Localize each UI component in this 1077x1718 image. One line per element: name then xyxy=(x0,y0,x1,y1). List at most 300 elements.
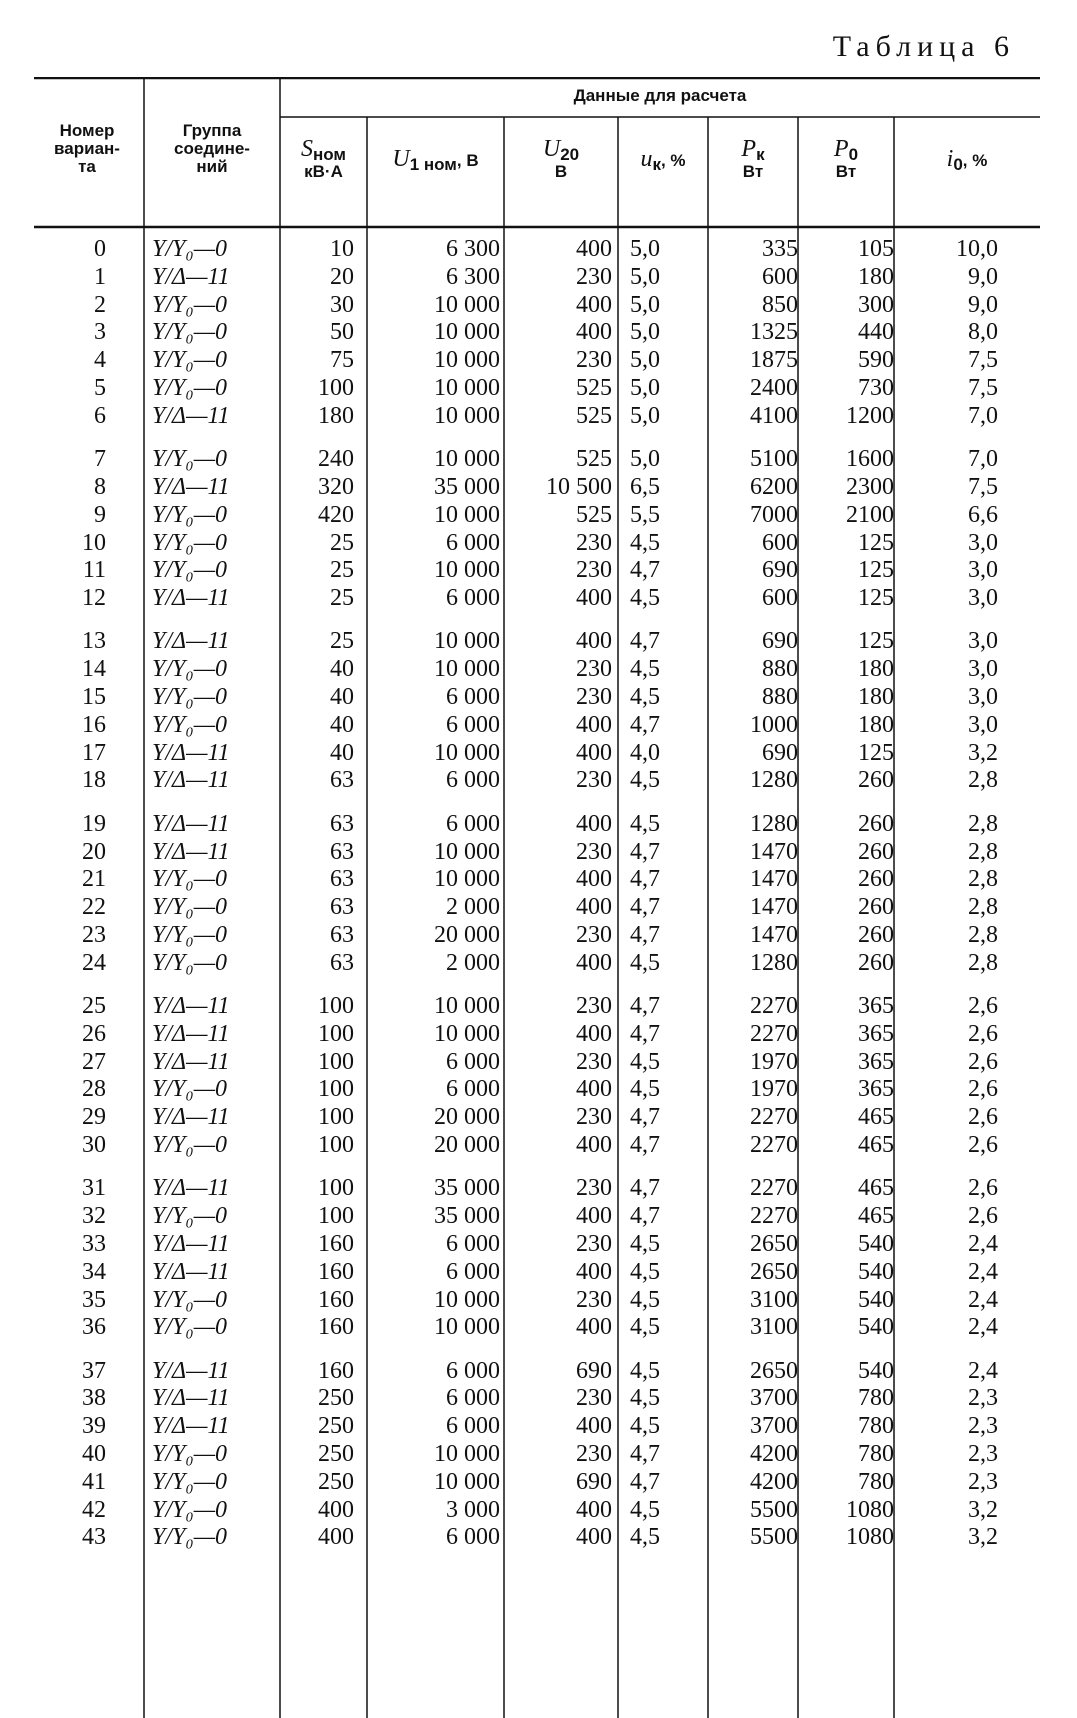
cell-s-nom: 63 xyxy=(330,949,354,976)
cell-s-nom: 100 xyxy=(318,993,354,1019)
cell-s-nom: 40 xyxy=(330,711,354,738)
cell-pk: 690 xyxy=(762,739,798,766)
header-subscript: к xyxy=(652,155,661,175)
cell-i0: 3,0 xyxy=(968,557,998,584)
cell-uk: 4,5 xyxy=(630,949,660,976)
cell-u20: 10 500 xyxy=(546,473,612,500)
cell-pk: 690 xyxy=(762,557,798,584)
cell-uk: 4,5 xyxy=(630,1385,660,1412)
cell-group: Y/Δ—11 xyxy=(152,1104,230,1131)
cell-variant: 36 xyxy=(82,1314,106,1341)
cell-pk: 2650 xyxy=(750,1357,798,1384)
cell-p0: 125 xyxy=(858,529,894,556)
cell-uk: 4,5 xyxy=(630,767,660,794)
cell-u1-nom: 35 000 xyxy=(434,1203,500,1230)
cell-s-nom: 100 xyxy=(318,1132,354,1158)
cell-u20: 400 xyxy=(576,810,612,837)
cell-variant: 10 xyxy=(82,529,106,556)
cell-variant: 41 xyxy=(82,1468,106,1495)
cell-u1-nom: 6 000 xyxy=(446,711,500,738)
cell-u1-nom: 10 000 xyxy=(434,1468,500,1495)
cell-pk: 3700 xyxy=(750,1413,798,1440)
cell-i0: 7,5 xyxy=(968,375,998,401)
cell-p0: 125 xyxy=(858,557,894,584)
cell-u20: 400 xyxy=(576,585,612,612)
table-row xyxy=(34,1258,1040,1286)
cell-p0: 590 xyxy=(858,347,894,374)
cell-u1-nom: 10 000 xyxy=(434,838,500,865)
cell-i0: 8,0 xyxy=(968,319,998,346)
header-unit: кВ·А xyxy=(304,162,343,182)
cell-u20: 230 xyxy=(576,1048,612,1075)
cell-u1-nom: 10 000 xyxy=(434,291,500,318)
cell-uk: 4,5 xyxy=(630,810,660,837)
cell-u1-nom: 6 000 xyxy=(446,1076,500,1103)
cell-variant: 2 xyxy=(94,291,106,318)
cell-group: Y/Δ—11 xyxy=(152,1385,230,1412)
cell-uk: 4,0 xyxy=(630,739,660,766)
cell-p0: 365 xyxy=(858,1076,894,1103)
cell-p0: 465 xyxy=(858,1104,894,1131)
cell-u20: 400 xyxy=(576,1132,612,1158)
cell-s-nom: 180 xyxy=(318,402,354,429)
cell-u20: 230 xyxy=(576,993,612,1019)
cell-u1-nom: 10 000 xyxy=(434,501,500,528)
cell-pk: 1325 xyxy=(750,319,798,346)
cell-group: Y/Y₀—0 xyxy=(152,1132,228,1158)
header-subscript: ном xyxy=(312,145,346,165)
table-row xyxy=(34,473,1040,501)
cell-p0: 260 xyxy=(858,866,894,893)
cell-p0: 125 xyxy=(858,585,894,612)
table-row xyxy=(34,865,1040,893)
cell-uk: 4,5 xyxy=(630,1357,660,1384)
cell-uk: 5,0 xyxy=(630,319,660,346)
cell-u1-nom: 20 000 xyxy=(434,1132,500,1158)
table-row xyxy=(34,402,1040,430)
cell-u1-nom: 6 000 xyxy=(446,684,500,710)
cell-group: Y/Y₀—0 xyxy=(152,894,228,921)
cell-variant: 12 xyxy=(82,585,106,612)
cell-group: Y/Δ—11 xyxy=(152,1175,230,1202)
cell-u20: 230 xyxy=(576,1385,612,1412)
cell-pk: 5500 xyxy=(750,1524,798,1551)
table-row xyxy=(34,683,1040,711)
cell-i0: 2,4 xyxy=(968,1230,998,1257)
cell-s-nom: 250 xyxy=(318,1441,354,1467)
cell-s-nom: 250 xyxy=(318,1468,354,1495)
cell-variant: 30 xyxy=(82,1132,106,1158)
cell-group: Y/Y₀—0 xyxy=(152,529,228,556)
table-row xyxy=(34,1384,1040,1412)
table-row xyxy=(34,1202,1040,1230)
cell-p0: 105 xyxy=(858,236,894,262)
cell-pk: 4200 xyxy=(750,1468,798,1495)
cell-pk: 690 xyxy=(762,628,798,655)
cell-group: Y/Y₀—0 xyxy=(152,1468,228,1495)
cell-uk: 4,7 xyxy=(630,1104,660,1131)
cell-u1-nom: 20 000 xyxy=(434,1104,500,1131)
table-row xyxy=(34,529,1040,557)
cell-p0: 1080 xyxy=(846,1496,894,1523)
table-row xyxy=(34,992,1040,1020)
cell-variant: 15 xyxy=(82,684,106,710)
cell-i0: 3,0 xyxy=(968,585,998,612)
cell-s-nom: 100 xyxy=(318,1104,354,1131)
cell-uk: 4,5 xyxy=(630,1076,660,1103)
cell-u1-nom: 10 000 xyxy=(434,656,500,683)
cell-p0: 180 xyxy=(858,684,894,710)
cell-u1-nom: 6 000 xyxy=(446,810,500,837)
cell-pk: 850 xyxy=(762,291,798,318)
cell-u1-nom: 6 000 xyxy=(446,767,500,794)
cell-group: Y/Δ—11 xyxy=(152,402,230,429)
cell-pk: 600 xyxy=(762,529,798,556)
cell-u1-nom: 35 000 xyxy=(434,473,500,500)
cell-variant: 34 xyxy=(82,1258,106,1285)
cell-group: Y/Y₀—0 xyxy=(152,711,228,738)
cell-variant: 11 xyxy=(82,557,106,584)
cell-pk: 2270 xyxy=(750,1104,798,1131)
header-line: та xyxy=(78,157,96,176)
cell-p0: 540 xyxy=(858,1314,894,1341)
cell-pk: 3100 xyxy=(750,1286,798,1313)
cell-u20: 230 xyxy=(576,263,612,290)
cell-pk: 2650 xyxy=(750,1258,798,1285)
cell-i0: 2,6 xyxy=(968,1020,998,1047)
cell-uk: 5,0 xyxy=(630,291,660,318)
table-row xyxy=(34,1496,1040,1524)
cell-u20: 400 xyxy=(576,1076,612,1103)
cell-group: Y/Y₀—0 xyxy=(152,501,228,528)
cell-group: Y/Δ—11 xyxy=(152,838,230,865)
cell-p0: 125 xyxy=(858,628,894,655)
table-row xyxy=(34,1048,1040,1076)
header-unit: , В xyxy=(456,151,479,170)
cell-u1-nom: 6 300 xyxy=(446,263,500,290)
cell-group: Y/Y₀—0 xyxy=(152,557,228,584)
header-calc-data-title: Данные для расчета xyxy=(573,86,747,105)
cell-i0: 2,6 xyxy=(968,1104,998,1131)
cell-pk: 3100 xyxy=(750,1314,798,1341)
cell-u20: 400 xyxy=(576,949,612,976)
table-row xyxy=(34,921,1040,949)
header-unit: Вт xyxy=(742,162,764,182)
cell-i0: 2,6 xyxy=(968,1132,998,1158)
cell-group: Y/Y₀—0 xyxy=(152,1286,228,1313)
cell-u20: 230 xyxy=(576,557,612,584)
cell-u1-nom: 6 000 xyxy=(446,529,500,556)
header-uk xyxy=(618,147,708,173)
cell-variant: 24 xyxy=(82,949,106,976)
cell-i0: 7,5 xyxy=(968,473,998,500)
header-symbol: P xyxy=(741,136,757,162)
cell-variant: 1 xyxy=(94,263,106,290)
header-line: Группа xyxy=(182,121,242,140)
cell-p0: 125 xyxy=(858,739,894,766)
cell-s-nom: 10 xyxy=(330,236,354,262)
cell-u1-nom: 6 000 xyxy=(446,1413,500,1440)
cell-group: Y/Δ—11 xyxy=(152,1357,230,1384)
cell-u20: 230 xyxy=(576,347,612,374)
cell-s-nom: 100 xyxy=(318,1175,354,1202)
cell-group: Y/Y₀—0 xyxy=(152,291,228,318)
cell-variant: 43 xyxy=(82,1524,106,1551)
cell-p0: 1200 xyxy=(846,402,894,429)
cell-variant: 39 xyxy=(82,1413,106,1440)
cell-u20: 230 xyxy=(576,529,612,556)
cell-s-nom: 40 xyxy=(330,739,354,766)
cell-pk: 1280 xyxy=(750,767,798,794)
cell-variant: 23 xyxy=(82,921,106,948)
cell-s-nom: 30 xyxy=(330,291,354,318)
cell-uk: 5,0 xyxy=(630,402,660,429)
cell-u20: 230 xyxy=(576,684,612,710)
header-line: Номер xyxy=(59,121,115,140)
table-row xyxy=(34,584,1040,612)
cell-u20: 230 xyxy=(576,1441,612,1467)
cell-u20: 400 xyxy=(576,1413,612,1440)
cell-pk: 5100 xyxy=(750,446,798,473)
cell-u1-nom: 6 300 xyxy=(446,236,500,262)
table-row xyxy=(34,346,1040,374)
cell-uk: 4,7 xyxy=(630,557,660,584)
cell-p0: 260 xyxy=(858,894,894,921)
header-symbol: u xyxy=(640,146,653,172)
cell-pk: 1470 xyxy=(750,921,798,948)
cell-u1-nom: 10 000 xyxy=(434,446,500,473)
cell-u1-nom: 10 000 xyxy=(434,993,500,1019)
cell-u20: 230 xyxy=(576,1230,612,1257)
cell-uk: 4,5 xyxy=(630,1048,660,1075)
cell-p0: 260 xyxy=(858,838,894,865)
header-subscript: 0 xyxy=(848,145,859,165)
cell-i0: 2,3 xyxy=(968,1468,998,1495)
header-connection-group xyxy=(146,122,278,176)
cell-group: Y/Y₀—0 xyxy=(152,656,228,683)
cell-pk: 1000 xyxy=(750,711,798,738)
table-row xyxy=(34,1075,1040,1103)
cell-i0: 3,0 xyxy=(968,529,998,556)
cell-variant: 4 xyxy=(94,347,106,374)
cell-s-nom: 160 xyxy=(318,1314,354,1341)
cell-pk: 1875 xyxy=(750,347,798,374)
cell-u20: 230 xyxy=(576,1104,612,1131)
header-subscript: к xyxy=(756,145,765,165)
cell-i0: 9,0 xyxy=(968,263,998,290)
cell-group: Y/Δ—11 xyxy=(152,739,230,766)
cell-s-nom: 160 xyxy=(318,1286,354,1313)
cell-uk: 4,5 xyxy=(630,1496,660,1523)
cell-group: Y/Y₀—0 xyxy=(152,1441,228,1467)
cell-variant: 13 xyxy=(82,628,106,655)
table-row xyxy=(34,1440,1040,1468)
cell-uk: 4,5 xyxy=(630,1314,660,1341)
cell-group: Y/Y₀—0 xyxy=(152,1496,228,1523)
cell-p0: 780 xyxy=(858,1385,894,1412)
cell-uk: 5,0 xyxy=(630,347,660,374)
cell-group: Y/Δ—11 xyxy=(152,1258,230,1285)
cell-pk: 335 xyxy=(762,236,798,262)
cell-pk: 1470 xyxy=(750,838,798,865)
table-row xyxy=(34,291,1040,319)
cell-u1-nom: 3 000 xyxy=(446,1496,500,1523)
header-line: ний xyxy=(196,157,228,176)
table-row xyxy=(34,445,1040,473)
header-symbol: S xyxy=(300,136,313,162)
table-row xyxy=(34,556,1040,584)
cell-i0: 3,2 xyxy=(968,1496,998,1523)
cell-variant: 33 xyxy=(82,1230,106,1257)
cell-i0: 2,8 xyxy=(968,921,998,948)
cell-i0: 2,3 xyxy=(968,1441,998,1467)
cell-u20: 400 xyxy=(576,739,612,766)
cell-p0: 780 xyxy=(858,1413,894,1440)
cell-p0: 730 xyxy=(858,375,894,401)
cell-u1-nom: 6 000 xyxy=(446,1357,500,1384)
header-symbol: U xyxy=(392,146,410,172)
cell-i0: 2,6 xyxy=(968,1076,998,1103)
cell-pk: 1470 xyxy=(750,894,798,921)
cell-u20: 400 xyxy=(576,711,612,738)
cell-s-nom: 250 xyxy=(318,1385,354,1412)
cell-u1-nom: 10 000 xyxy=(434,1286,500,1313)
cell-s-nom: 25 xyxy=(330,557,354,584)
cell-group: Y/Y₀—0 xyxy=(152,375,228,401)
cell-uk: 4,7 xyxy=(630,1132,660,1158)
cell-variant: 16 xyxy=(82,711,106,738)
cell-variant: 32 xyxy=(82,1203,106,1230)
cell-pk: 600 xyxy=(762,585,798,612)
cell-group: Y/Δ—11 xyxy=(152,993,230,1019)
cell-variant: 37 xyxy=(82,1357,106,1384)
cell-u20: 525 xyxy=(576,375,612,401)
cell-u20: 400 xyxy=(576,1496,612,1523)
cell-i0: 2,6 xyxy=(968,1203,998,1230)
cell-i0: 10,0 xyxy=(956,236,998,262)
cell-pk: 2400 xyxy=(750,375,798,401)
cell-s-nom: 40 xyxy=(330,684,354,710)
cell-i0: 2,8 xyxy=(968,866,998,893)
header-u1-nom xyxy=(367,147,504,173)
cell-group: Y/Y₀—0 xyxy=(152,949,228,976)
cell-i0: 6,6 xyxy=(968,501,998,528)
cell-uk: 4,7 xyxy=(630,1441,660,1467)
cell-p0: 180 xyxy=(858,711,894,738)
header-symbol: i xyxy=(946,146,954,172)
cell-u20: 525 xyxy=(576,402,612,429)
cell-pk: 7000 xyxy=(750,501,798,528)
cell-uk: 5,0 xyxy=(630,236,660,262)
cell-uk: 4,5 xyxy=(630,529,660,556)
table-row xyxy=(34,838,1040,866)
cell-s-nom: 25 xyxy=(330,529,354,556)
cell-i0: 2,8 xyxy=(968,767,998,794)
cell-group: Y/Δ—11 xyxy=(152,1020,230,1047)
cell-u1-nom: 10 000 xyxy=(434,739,500,766)
cell-u20: 690 xyxy=(576,1468,612,1495)
cell-pk: 2650 xyxy=(750,1230,798,1257)
cell-variant: 26 xyxy=(82,1020,106,1047)
cell-variant: 20 xyxy=(82,838,106,865)
table-row xyxy=(34,1020,1040,1048)
cell-u1-nom: 10 000 xyxy=(434,347,500,374)
cell-i0: 3,0 xyxy=(968,656,998,683)
cell-pk: 1470 xyxy=(750,866,798,893)
cell-s-nom: 40 xyxy=(330,656,354,683)
cell-u1-nom: 2 000 xyxy=(446,949,500,976)
cell-group: Y/Y₀—0 xyxy=(152,1203,228,1230)
cell-pk: 880 xyxy=(762,656,798,683)
cell-u20: 690 xyxy=(576,1357,612,1384)
cell-variant: 38 xyxy=(82,1385,106,1412)
cell-u1-nom: 10 000 xyxy=(434,375,500,401)
cell-s-nom: 25 xyxy=(330,628,354,655)
table-row xyxy=(34,1523,1040,1551)
cell-group: Y/Y₀—0 xyxy=(152,1314,228,1341)
cell-variant: 29 xyxy=(82,1104,106,1131)
cell-u1-nom: 6 000 xyxy=(446,1230,500,1257)
table-row xyxy=(34,627,1040,655)
cell-variant: 5 xyxy=(94,375,106,401)
cell-uk: 4,5 xyxy=(630,1286,660,1313)
cell-group: Y/Δ—11 xyxy=(152,810,230,837)
cell-s-nom: 63 xyxy=(330,838,354,865)
header-unit: , % xyxy=(660,151,686,170)
cell-u20: 400 xyxy=(576,1020,612,1047)
cell-s-nom: 420 xyxy=(318,501,354,528)
cell-p0: 365 xyxy=(858,1020,894,1047)
cell-uk: 4,7 xyxy=(630,894,660,921)
cell-u1-nom: 6 000 xyxy=(446,1258,500,1285)
cell-p0: 465 xyxy=(858,1203,894,1230)
table-row xyxy=(34,263,1040,291)
cell-p0: 465 xyxy=(858,1132,894,1158)
header-s-nom xyxy=(280,137,367,180)
table-row xyxy=(34,1468,1040,1496)
cell-u20: 400 xyxy=(576,1314,612,1341)
cell-pk: 1970 xyxy=(750,1048,798,1075)
cell-u20: 525 xyxy=(576,501,612,528)
cell-group: Y/Δ—11 xyxy=(152,628,230,655)
header-line: вариан- xyxy=(54,139,120,158)
cell-variant: 19 xyxy=(82,810,106,837)
cell-uk: 5,0 xyxy=(630,375,660,401)
cell-u1-nom: 10 000 xyxy=(434,866,500,893)
table-row xyxy=(34,655,1040,683)
cell-i0: 2,6 xyxy=(968,1175,998,1202)
cell-pk: 600 xyxy=(762,263,798,290)
cell-p0: 180 xyxy=(858,263,894,290)
cell-s-nom: 160 xyxy=(318,1258,354,1285)
cell-u1-nom: 6 000 xyxy=(446,1524,500,1551)
cell-s-nom: 320 xyxy=(318,473,354,500)
header-unit: Вт xyxy=(835,162,857,182)
cell-s-nom: 75 xyxy=(330,347,354,374)
header-i0 xyxy=(894,147,1040,173)
cell-group: Y/Δ—11 xyxy=(152,1413,230,1440)
cell-s-nom: 63 xyxy=(330,767,354,794)
header-symbol: P xyxy=(833,136,849,162)
cell-uk: 4,7 xyxy=(630,1175,660,1202)
cell-pk: 2270 xyxy=(750,1175,798,1202)
header-subscript: 1 ном xyxy=(409,155,457,175)
cell-u1-nom: 20 000 xyxy=(434,921,500,948)
cell-p0: 260 xyxy=(858,810,894,837)
cell-variant: 17 xyxy=(82,739,106,766)
cell-variant: 40 xyxy=(82,1441,106,1467)
cell-i0: 9,0 xyxy=(968,291,998,318)
